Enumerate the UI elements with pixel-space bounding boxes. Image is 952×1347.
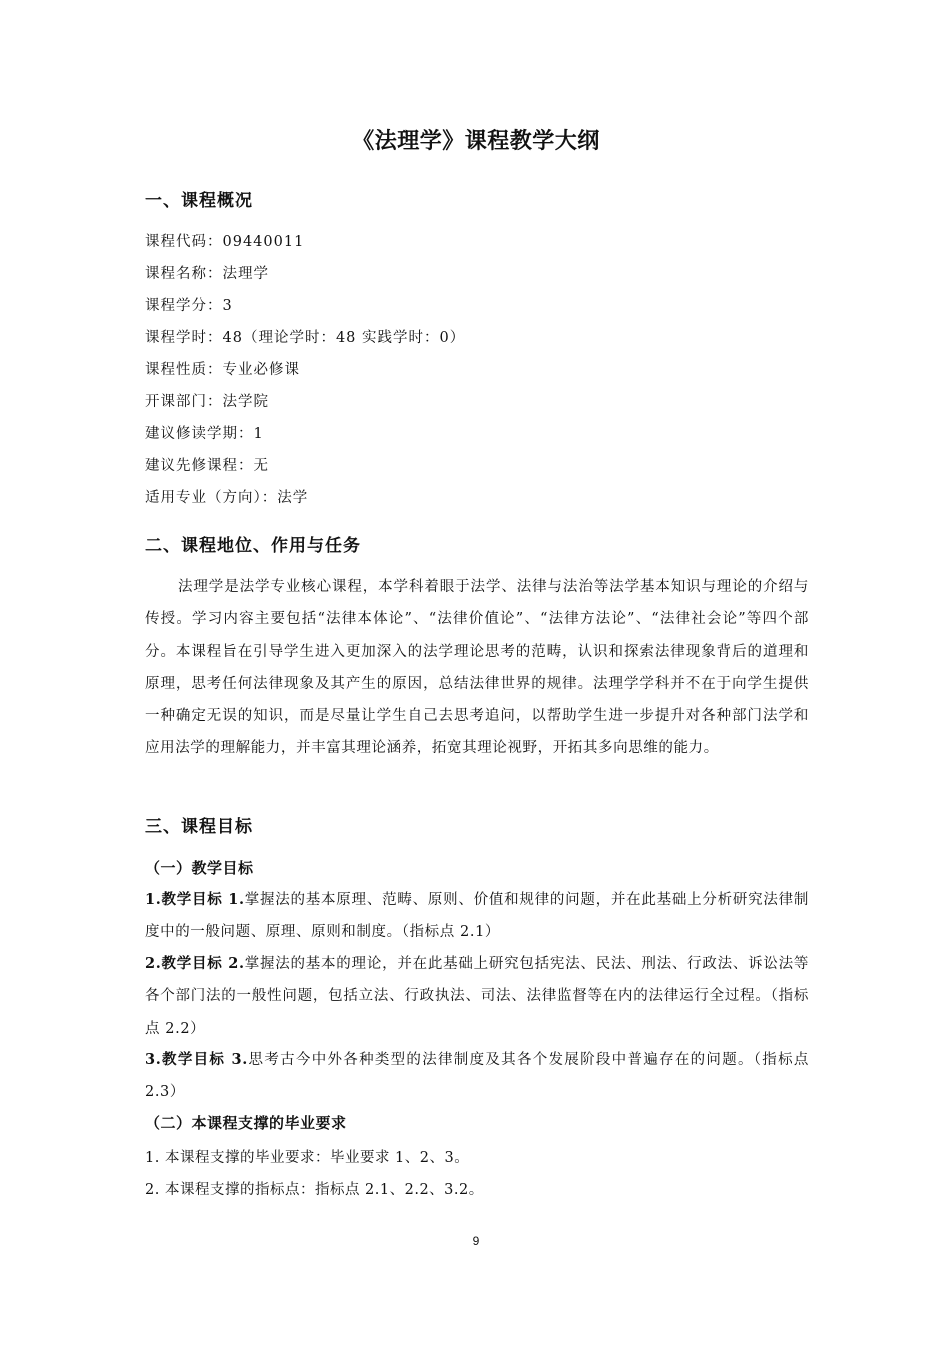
course-department: 开课部门：法学院 [145, 394, 269, 410]
teaching-goal-2 [145, 948, 809, 1045]
course-semester: 建议修读学期：1 [145, 426, 264, 442]
course-name: 课程名称：法理学 [145, 266, 269, 282]
goal-text: 思考古今中外各种类型的法律制度及其各个发展阶段中普遍存在的问题。（指标点 2.3） [145, 1052, 809, 1101]
page-number: 9 [472, 1234, 480, 1248]
goal-label: 3.教学目标 3. [145, 1051, 248, 1068]
course-nature: 课程性质：专业必修课 [145, 362, 300, 378]
course-code: 课程代码：09440011 [145, 234, 305, 250]
teaching-goal-3 [145, 1044, 809, 1109]
section-1-heading: 一、课程概况 [145, 191, 253, 211]
graduation-requirement-line-2: 2. 本课程支撑的指标点：指标点 2.1、2.2、3.2。 [145, 1182, 484, 1198]
goal-label: 2.教学目标 2. [145, 955, 245, 972]
subsection-graduation-requirements-heading: （二）本课程支撑的毕业要求 [145, 1114, 347, 1132]
graduation-requirement-line-1: 1. 本课程支撑的毕业要求：毕业要求 1、2、3。 [145, 1150, 470, 1166]
section-3-heading: 三、课程目标 [145, 817, 253, 837]
goal-text: 掌握法的基本的理论，并在此基础上研究包括宪法、民法、刑法、行政法、诉讼法等各个部门法的一般性问题，包括立法、行政执法、司法、法律监督等在内的法律运行全过程。（指标点 2.2） [145, 956, 809, 1037]
section-2-heading: 二、课程地位、作用与任务 [145, 536, 361, 556]
course-hours: 课程学时：48（理论学时：48 实践学时：0） [145, 330, 466, 346]
course-credits: 课程学分：3 [145, 298, 233, 314]
document-title: 《法理学》课程教学大纲 [352, 128, 600, 154]
goal-text: 掌握法的基本原理、范畴、原则、价值和规律的问题，并在此基础上分析研究法律制度中的一般问题、原理、原则和制度。（指标点 2.1） [145, 892, 809, 941]
course-major: 适用专业（方向）：法学 [145, 490, 309, 506]
section-2-paragraph: 法理学是法学专业核心课程，本学科着眼于法学、法律与法治等法学基本知识与理论的介绍与传授。学习内容主要包括“法律本体论”、“法律价值论”、“法律方法论”、“法律社会论”等四个部分。本课程旨在引导学生进入更加深入的法学理论思考的范畴，认识和探索法律现象背后的道理和原理，思考任何法律现象及其产生的原因，总结法律世界的规律。法理学学科并不在于向学生提供一种确定无误的知识，而是尽量让学生自己去思考追问，以帮助学生进一步提升对各种部门法学和应用法学的理解能力，并丰富其理论涵养，拓宽其理论视野，开拓其多向思维的能力。 [145, 579, 809, 757]
subsection-teaching-goals-heading: （一）教学目标 [145, 859, 254, 877]
course-prerequisites: 建议先修课程：无 [145, 458, 269, 474]
teaching-goal-1 [145, 884, 809, 949]
course-info-list [145, 231, 465, 519]
goal-label: 1.教学目标 1. [145, 891, 245, 908]
